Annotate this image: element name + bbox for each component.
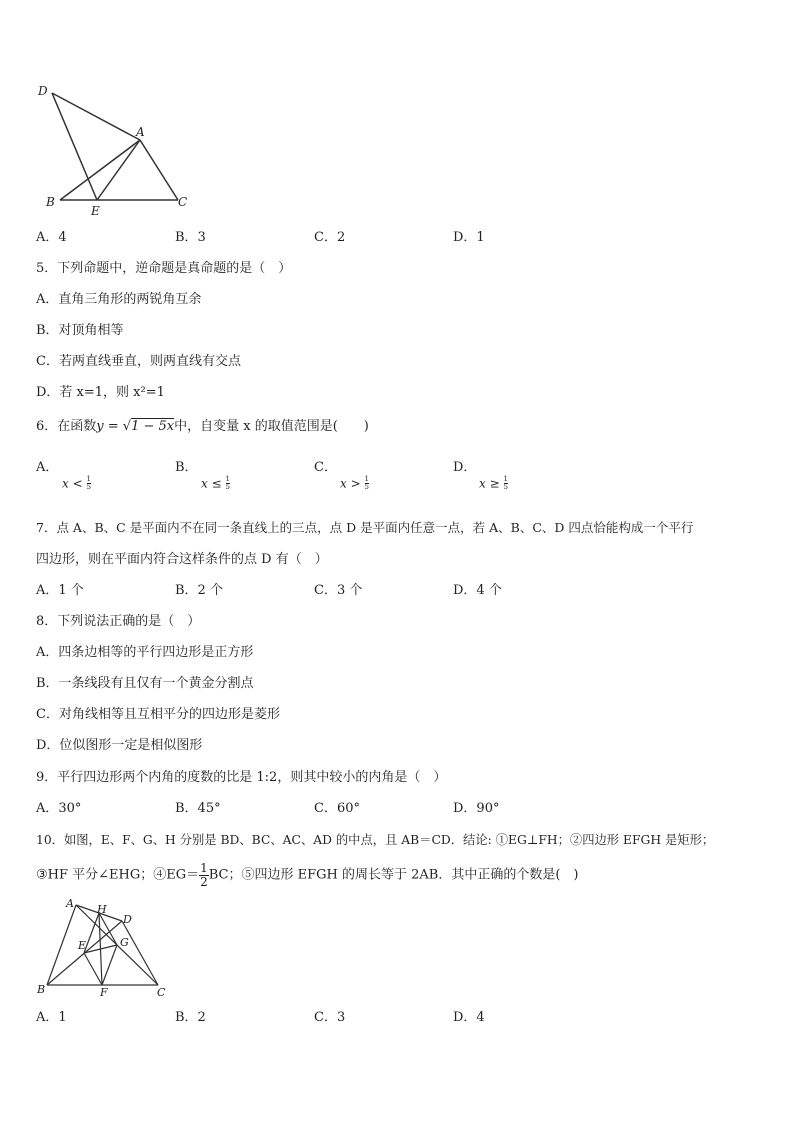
q6-option-d-expr: x ≥ $\frac{1}{5}$ xyxy=(479,475,508,492)
q10-option-b: B．2 xyxy=(175,1010,206,1025)
q8-option-a: A．四条边相等的平行四边形是正方形 xyxy=(36,645,254,660)
q5-option-d: D．若 x=1，则 x²=1 xyxy=(36,385,165,400)
q6-stem xyxy=(36,420,369,433)
q6-option-b-expr: x ≤ $\frac{1}{5}$ xyxy=(201,475,230,492)
q10-option-c: C．3 xyxy=(314,1010,346,1025)
q6-suffix: 中，自变量 x 的取值范围是( ) xyxy=(174,419,369,434)
fig1-label-b: B xyxy=(46,195,55,209)
q6-option-a-expr: x < $\frac{1}{5}$ xyxy=(62,475,91,492)
fig2-label-a: A xyxy=(66,897,74,910)
q6-option-c-letter: C． xyxy=(314,460,337,475)
q10-fraction-half: $\frac{1}{2}$ xyxy=(200,861,208,889)
q8-option-d: D．位似图形一定是相似图形 xyxy=(36,738,203,753)
figure-triangle-dabec xyxy=(30,80,200,220)
fig2-label-g: G xyxy=(120,936,129,949)
q9-option-c: C．60° xyxy=(314,801,360,816)
q8-option-b: B．一条线段有且仅有一个黄金分割点 xyxy=(36,676,254,691)
fig2-label-b: B xyxy=(37,983,46,996)
q7-option-d: D．4 个 xyxy=(453,583,502,598)
q6-option-d-letter: D． xyxy=(453,460,477,475)
q10-line2-b: BC；⑤四边形 EFGH 的周长等于 2AB．其中正确的个数是( ) xyxy=(208,867,579,883)
q6-prefix: 6．在函数 xyxy=(36,419,97,434)
q5-option-c: C．若两直线垂直，则两直线有交点 xyxy=(36,354,241,369)
fig2-label-d: D xyxy=(123,913,132,926)
q6-formula-radical: √1 − 5x xyxy=(122,419,175,434)
q6-option-b-letter: B． xyxy=(175,460,198,475)
q9-option-d: D．90° xyxy=(453,801,500,816)
fig2-label-c: C xyxy=(157,986,166,999)
q8-option-c: C．对角线相等且互相平分的四边形是菱形 xyxy=(36,707,280,722)
q5-option-a: A．直角三角形的两锐角互余 xyxy=(36,292,202,307)
fig1-label-c: C xyxy=(178,195,188,209)
fig2-label-f: F xyxy=(100,986,108,999)
fig1-label-e: E xyxy=(91,204,100,218)
q10-line2-a: ③HF 平分∠EHG；④EG＝ xyxy=(36,867,200,883)
q7-option-c: C．3 个 xyxy=(314,583,363,598)
q9-stem: 9．平行四边形两个内角的度数的比是 1:2，则其中较小的内角是（ ） xyxy=(36,770,447,785)
q10-option-d: D．4 xyxy=(453,1010,485,1025)
q8-stem: 8．下列说法正确的是（ ） xyxy=(36,614,201,629)
q10-option-a: A．1 xyxy=(36,1010,67,1025)
q7-option-b: B．2 个 xyxy=(175,583,223,598)
q4-option-b: B．3 xyxy=(175,230,206,245)
q6-formula-radicand: 1 − 5x xyxy=(131,419,175,434)
q5-stem: 5．下列命题中，逆命题是真命题的是（ ） xyxy=(36,261,292,276)
q4-option-a: A．4 xyxy=(36,230,67,245)
q10-line1: 10．如图，E、F、G、H 分别是 BD、BC、AC、AD 的中点，且 AB＝CD．结论: ①EG⊥FH；②四边形 EFGH 是矩形； xyxy=(36,833,715,847)
q4-option-c: C．2 xyxy=(314,230,346,245)
q7-line2: 四边形，则在平面内符合这样条件的点 D 有（ ） xyxy=(36,552,328,567)
q6-option-a-letter: A． xyxy=(36,460,59,475)
q7-option-a: A．1 个 xyxy=(36,583,84,598)
q6-option-c-expr: x > $\frac{1}{5}$ xyxy=(340,475,369,492)
fig2-label-h: H xyxy=(97,903,107,916)
q7-line1: 7．点 A、B、C 是平面内不在同一条直线上的三点，点 D 是平面内任意一点，若 A、B、C、D 四点恰能构成一个平行 xyxy=(36,520,694,535)
q4-option-d: D．1 xyxy=(453,230,485,245)
q9-option-b: B．45° xyxy=(175,801,221,816)
q9-option-a: A．30° xyxy=(36,801,82,816)
fig1-label-a: A xyxy=(136,125,145,139)
fig1-label-d: D xyxy=(38,84,48,98)
q6-formula-lhs: y = xyxy=(96,419,123,434)
q5-option-b: B．对顶角相等 xyxy=(36,323,124,338)
q10-line2 xyxy=(36,862,579,888)
fig2-label-e: E xyxy=(78,939,87,952)
